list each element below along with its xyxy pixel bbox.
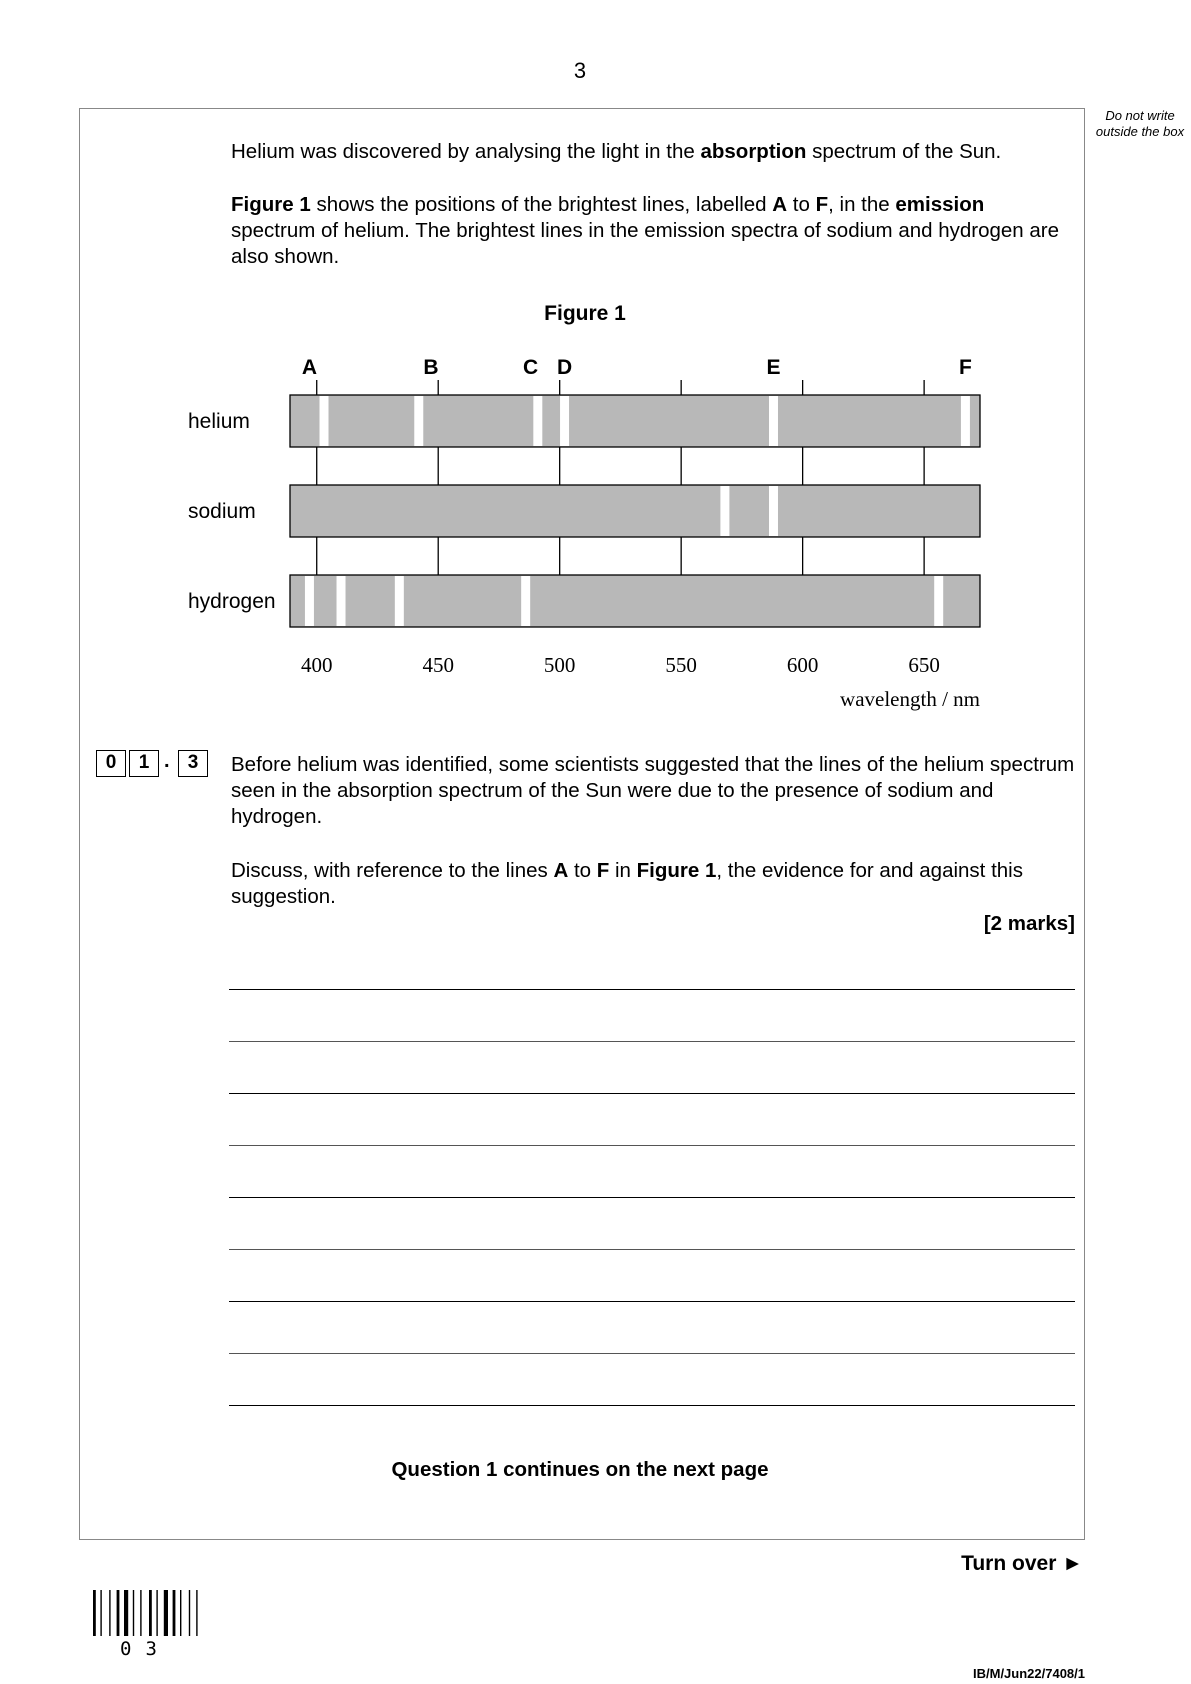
answer-line[interactable] — [229, 1197, 1075, 1198]
spectral-line-helium-667 — [961, 396, 970, 446]
spectral-line-helium-491 — [533, 396, 542, 446]
answer-line[interactable] — [229, 1145, 1075, 1146]
question-number-box-1: 0 — [96, 750, 126, 777]
barcode-bar — [156, 1590, 157, 1636]
spectral-line-helium-588 — [769, 396, 778, 446]
spectral-line-helium-403 — [320, 396, 329, 446]
series-label-hydrogen: hydrogen — [188, 590, 276, 613]
barcode-bar — [93, 1590, 96, 1636]
question-number-box-2: 1 — [129, 750, 159, 777]
spectral-line-hydrogen-434 — [395, 576, 404, 626]
spectrum-band-hydrogen — [290, 575, 980, 627]
line-label-F: F — [959, 356, 972, 379]
spectral-line-hydrogen-397 — [305, 576, 314, 626]
barcode-bar — [100, 1590, 101, 1636]
tick-label-650: 650 — [908, 653, 940, 677]
answer-line[interactable] — [229, 1093, 1075, 1094]
tick-label-400: 400 — [300, 653, 333, 677]
tick-label-500: 500 — [543, 653, 576, 677]
tick-label-600: 600 — [786, 653, 819, 677]
barcode-bar — [173, 1590, 176, 1636]
spectral-line-hydrogen-656 — [934, 576, 943, 626]
barcode-bar — [124, 1590, 128, 1636]
answer-line[interactable] — [229, 1405, 1075, 1406]
marks-label: [2 marks] — [983, 912, 1075, 935]
line-label-A: A — [301, 356, 318, 379]
line-label-D: D — [556, 356, 573, 379]
barcode — [91, 1590, 201, 1636]
question-number-box-3: 3 — [178, 750, 208, 777]
spectral-line-sodium-568 — [720, 486, 729, 536]
barcode-bar — [149, 1590, 152, 1636]
answer-line[interactable] — [229, 1353, 1075, 1354]
barcode-bar — [109, 1590, 110, 1636]
tick-label-450: 450 — [422, 653, 454, 677]
figure-title: Figure 1 — [544, 302, 626, 325]
margin-note: Do not write outside the box — [1095, 108, 1185, 139]
question-text-1: Before helium was identified, some scientists suggested that the lines of the helium spectrum seen in the absorption spectrum of the Sun were due to the presence of sodium and hydrogen. — [231, 753, 1075, 828]
barcode-bar — [196, 1590, 197, 1636]
barcode-bar — [140, 1590, 141, 1636]
answer-line[interactable] — [229, 1041, 1075, 1042]
spectral-line-helium-442 — [414, 396, 423, 446]
spectral-line-hydrogen-486 — [521, 576, 530, 626]
series-label-sodium: sodium — [188, 500, 256, 523]
barcode-bar — [164, 1590, 168, 1636]
barcode-bar — [133, 1590, 134, 1636]
answer-line[interactable] — [229, 1301, 1075, 1302]
paper-reference: IB/M/Jun22/7408/1 — [973, 1666, 1085, 1681]
series-label-helium: helium — [188, 410, 250, 433]
turn-over-label: Turn over ► — [961, 1552, 1083, 1575]
spectral-line-hydrogen-410 — [337, 576, 346, 626]
line-label-C: C — [522, 356, 539, 379]
barcode-bar — [189, 1590, 190, 1636]
barcode-number: 03 — [120, 1638, 171, 1660]
answer-line[interactable] — [229, 1249, 1075, 1250]
answer-line[interactable] — [229, 989, 1075, 990]
line-label-E: E — [766, 356, 781, 379]
spectrum-band-helium — [290, 395, 980, 447]
spectral-line-helium-502 — [560, 396, 569, 446]
barcode-bar — [180, 1590, 181, 1636]
spectrum-band-sodium — [290, 485, 980, 537]
tick-label-550: 550 — [665, 653, 697, 677]
spectrum-chart — [180, 345, 1000, 715]
line-label-B: B — [423, 356, 439, 379]
question-number-dot: . — [164, 750, 170, 772]
page-number: 3 — [573, 58, 587, 83]
continues-note: Question 1 continues on the next page — [391, 1458, 769, 1481]
spectral-line-sodium-588 — [769, 486, 778, 536]
question-text-2: Discuss, with reference to the lines A to F in Figure 1, the evidence for and against this suggestion. — [231, 859, 1023, 908]
x-axis-label: wavelength / nm — [840, 687, 980, 711]
intro-paragraph-2: Figure 1 shows the positions of the brightest lines, labelled A to F, in the emission spectrum of helium. The brightest lines in the emission spectra of sodium and hydrogen are also shown. — [231, 193, 1060, 268]
intro-paragraph-1: Helium was discovered by analysing the light in the absorption spectrum of the Sun. — [231, 140, 1002, 163]
barcode-bar — [117, 1590, 120, 1636]
